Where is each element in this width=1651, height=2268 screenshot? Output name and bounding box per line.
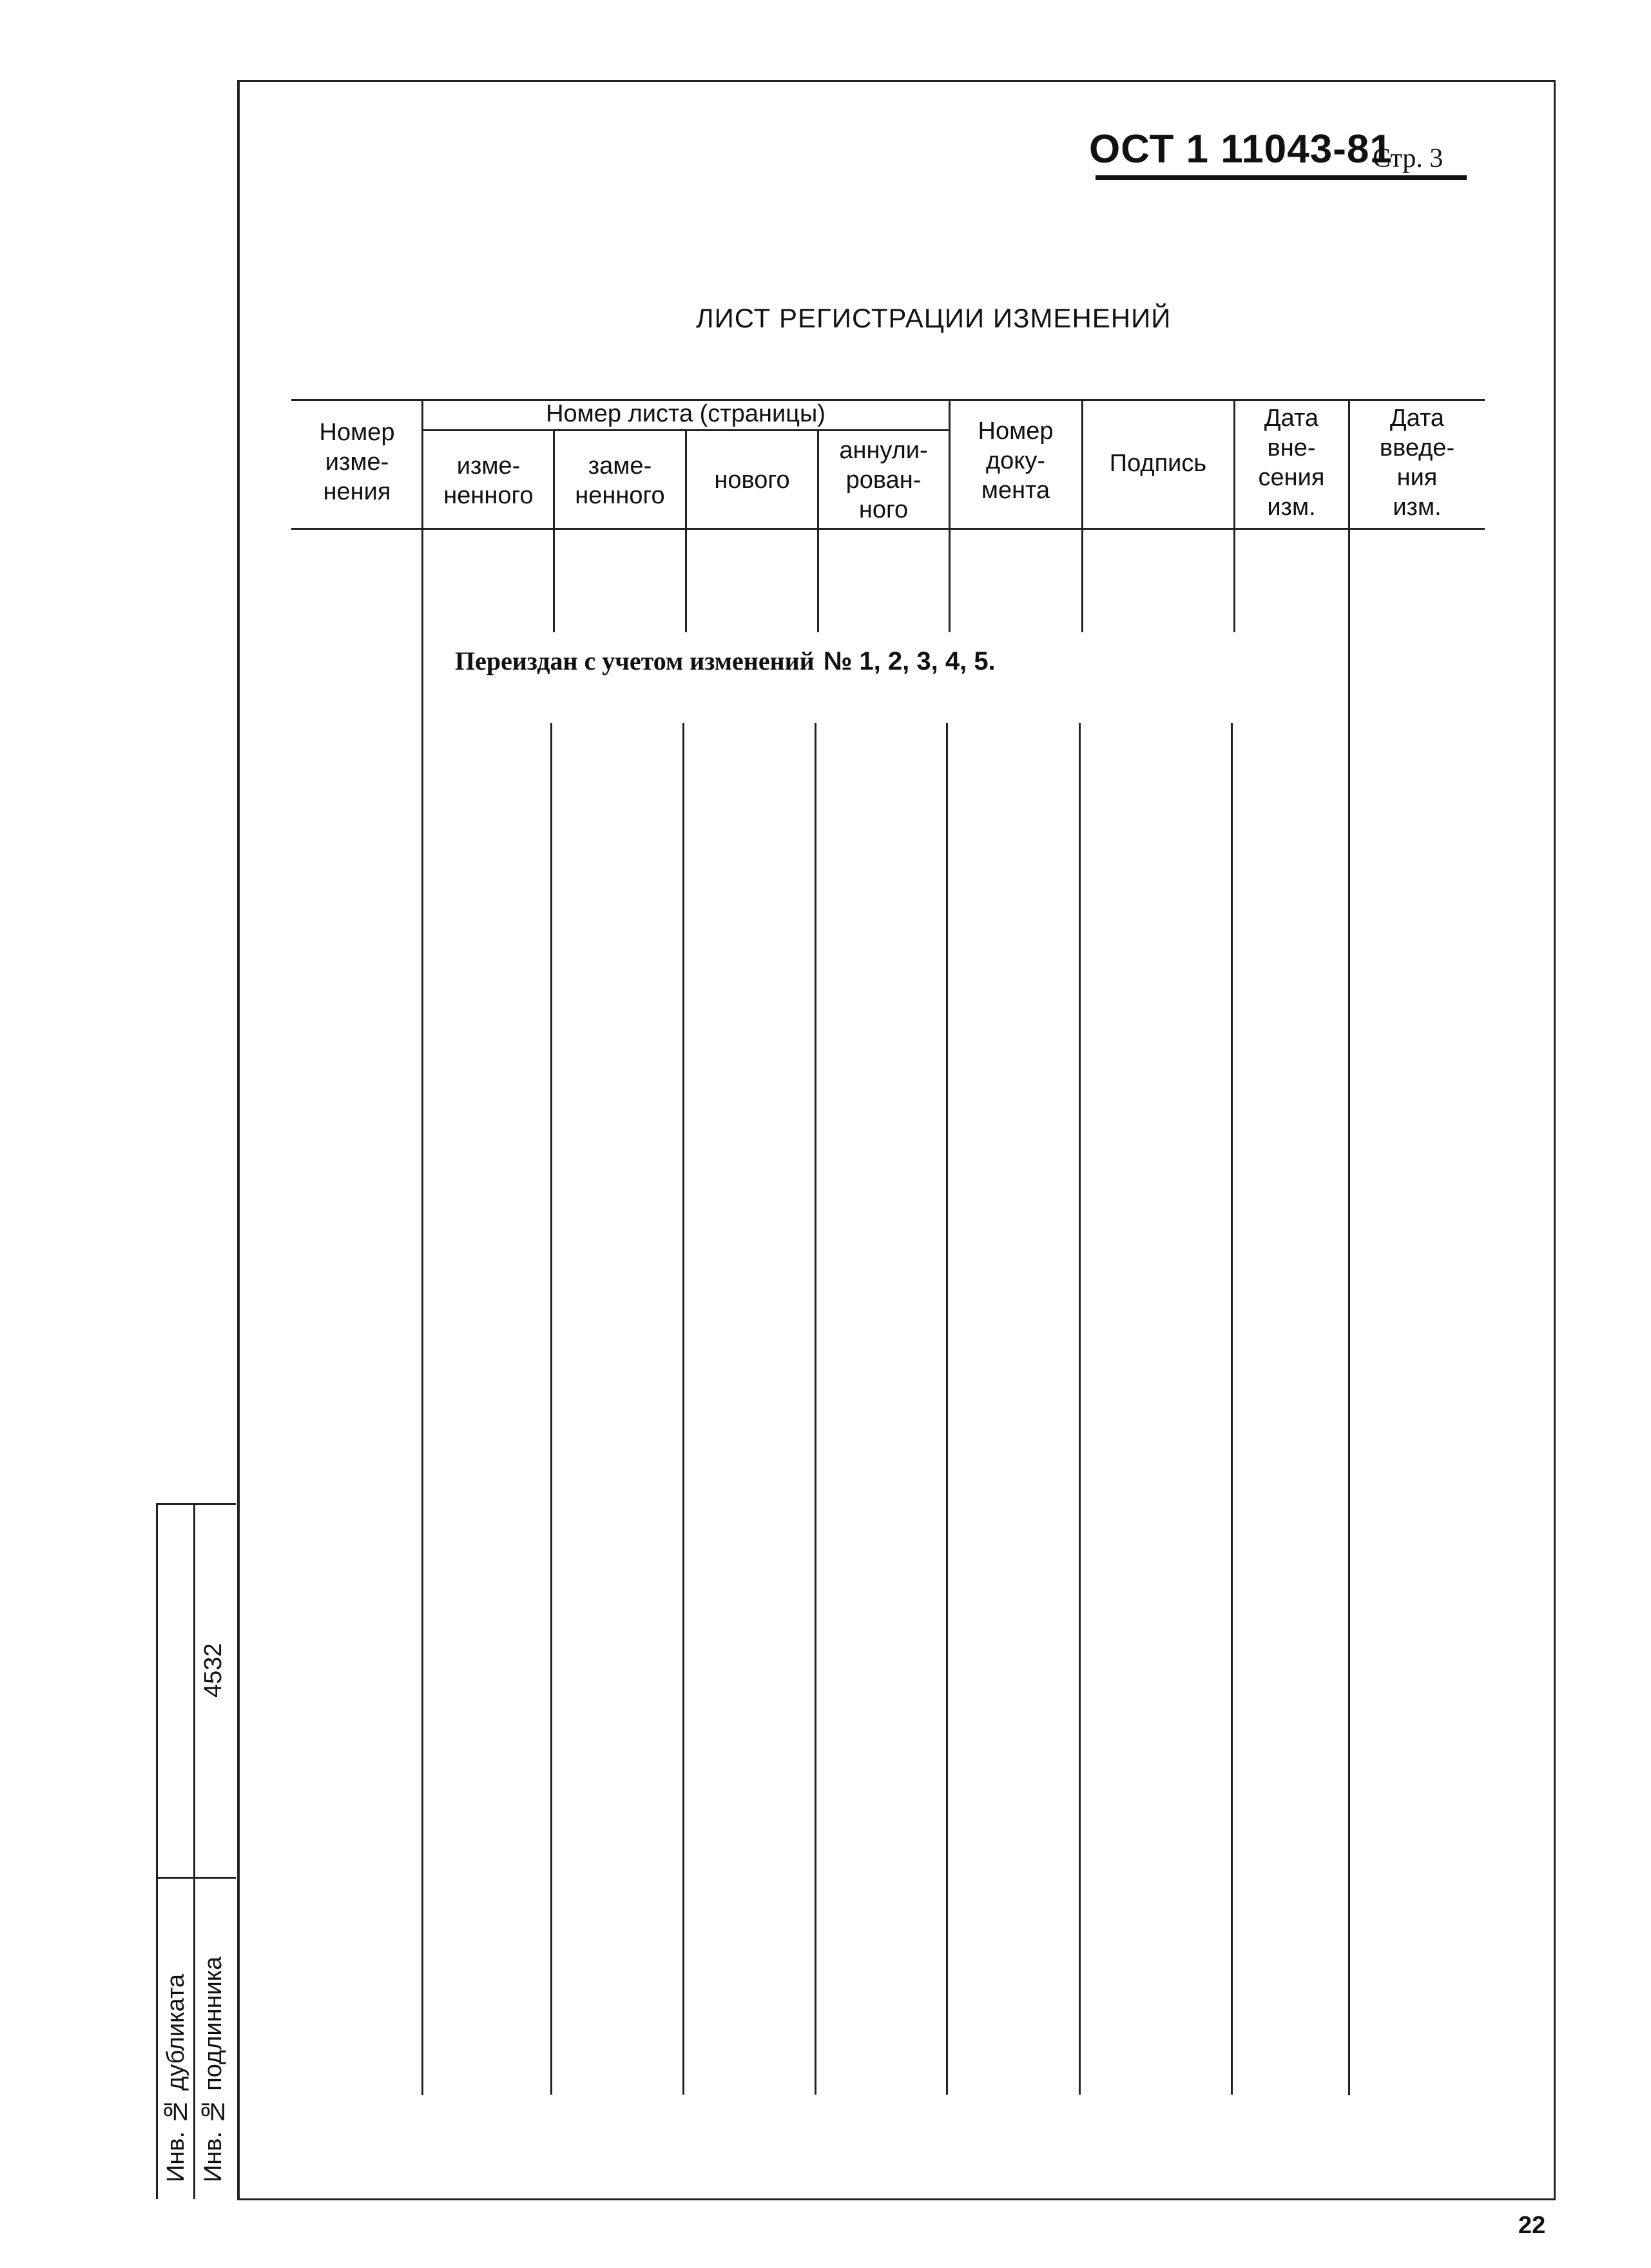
header-cancelled: аннули- рован- ного [839,437,928,523]
col-line [682,723,684,2095]
sheet-title: ЛИСТ РЕГИСТРАЦИИ ИЗМЕНЕНИЙ [696,303,1172,333]
header-date-introduction: Дата введе- ния изм. [1379,405,1455,521]
header-changed: изме- ненного [443,452,534,509]
duplicate-inventory-label: Инв. № дубликата [162,1973,189,2182]
document-code: ОСТ 1 11043-81 [1089,127,1393,171]
col-line [553,529,555,632]
col-divider [817,429,819,529]
col-divider [1348,399,1350,529]
code-underline [1096,175,1467,180]
col-line [817,529,819,632]
header-replaced: заме- ненного [575,452,665,509]
col-divider [553,429,555,529]
stamp-column-divider [193,1503,195,2199]
header-signature: Подпись [1109,450,1207,477]
header-sheet-number-group: Номер листа (страницы) [546,400,826,427]
page-label: Стр. 3 [1373,144,1443,173]
original-inventory-label: Инв. № подлинника [200,1956,227,2182]
col-line [815,723,816,2095]
reissue-note-text: Переиздан с учетом изменений [455,646,815,675]
header-date-entry: Дата вне- сения изм. [1258,405,1325,521]
stamp-row-divider [156,1877,236,1879]
side-stamp [156,1503,236,2199]
col-line [1231,723,1233,2095]
col-line [946,723,948,2095]
header-document-number: Номер доку- мента [978,418,1054,504]
col-divider [1233,399,1235,529]
page-frame [237,80,1556,2200]
col-line [1233,529,1235,632]
col-divider [685,429,687,529]
header-change-number: Номер изме- нения [319,419,395,505]
header-new: нового [714,467,790,494]
col-line [685,529,687,632]
col-line [1348,529,1350,2095]
col-line [1081,529,1083,632]
header-bottom-rule [291,528,1485,530]
col-line [1079,723,1081,2095]
col-divider [949,399,951,529]
col-divider [1081,399,1083,529]
page-number: 22 [1518,2212,1546,2239]
reissue-note [455,646,996,676]
col-line [421,529,423,2095]
original-inventory-value: 4532 [200,1643,227,1698]
col-line [949,529,951,632]
reissue-note-numbers: № 1, 2, 3, 4, 5. [823,647,996,675]
col-line [550,723,552,2095]
